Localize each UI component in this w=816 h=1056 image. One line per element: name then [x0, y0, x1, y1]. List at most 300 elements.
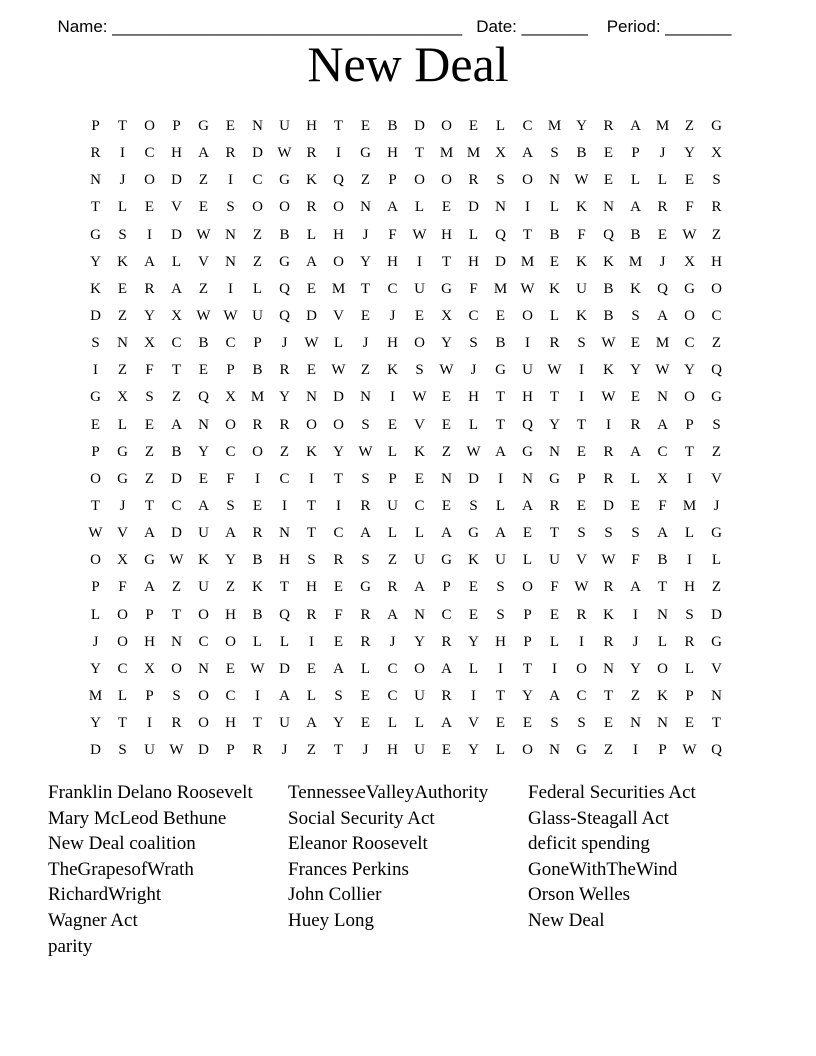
grid-letter: Q [279, 606, 290, 623]
grid-letter: Y [630, 362, 641, 379]
grid-letter: E [360, 308, 371, 325]
grid-letter: E [684, 172, 695, 189]
grid-letter: W [196, 308, 211, 325]
grid-letter: Z [117, 308, 128, 325]
grid-letter: U [198, 525, 209, 542]
grid-letter: Q [603, 226, 614, 243]
grid-letter: O [414, 335, 425, 352]
grid-letter: N [252, 118, 263, 135]
grid-letter: M [547, 118, 562, 135]
grid-letter: K [468, 552, 479, 569]
grid-letter: Z [360, 362, 371, 379]
grid-letter: W [574, 172, 589, 189]
grid-letter: E [198, 470, 209, 487]
grid-letter: R [576, 606, 587, 623]
grid-letter: P [388, 470, 397, 487]
grid-letter: S [118, 742, 127, 759]
grid-letter: I [282, 498, 287, 515]
grid-letter: S [469, 498, 478, 515]
grid-letter: T [90, 498, 101, 515]
grid-row [82, 276, 730, 303]
grid-letter: L [117, 199, 128, 216]
grid-letter: S [550, 145, 559, 162]
word-bank-item: Federal Securities Act [528, 782, 696, 803]
grid-row [82, 602, 730, 629]
grid-letter: Z [711, 443, 722, 460]
grid-letter: I [309, 470, 314, 487]
grid-row [82, 520, 730, 547]
grid-letter: D [171, 172, 182, 189]
grid-letter: C [441, 606, 452, 623]
grid-letter: C [387, 660, 398, 677]
grid-letter: J [119, 172, 126, 189]
grid-letter: W [250, 660, 265, 677]
grid-letter: M [466, 145, 481, 162]
grid-letter: E [306, 660, 317, 677]
grid-letter: Y [333, 443, 344, 460]
grid-letter: Z [711, 579, 722, 596]
grid-letter: R [684, 633, 695, 650]
grid-letter: I [336, 145, 341, 162]
grid-letter: S [334, 688, 343, 705]
grid-letter: S [361, 416, 370, 433]
grid-letter: L [495, 498, 506, 515]
grid-letter: S [172, 688, 181, 705]
word-bank-item: John Collier [288, 884, 382, 906]
grid-letter: Z [198, 172, 209, 189]
grid-letter: F [550, 579, 559, 596]
grid-letter: G [549, 470, 560, 487]
grid-letter: Y [360, 253, 371, 270]
word-bank-item: GoneWithTheWind [528, 858, 678, 880]
grid-letter: F [685, 199, 694, 216]
grid-letter: K [603, 253, 614, 270]
grid-letter: K [252, 579, 263, 596]
grid-letter: Z [711, 335, 722, 352]
grid-letter: G [711, 118, 722, 135]
grid-letter: F [118, 579, 127, 596]
grid-letter: O [90, 470, 101, 487]
grid-letter: U [549, 552, 560, 569]
grid-letter: S [631, 525, 640, 542]
grid-letter: T [252, 715, 263, 732]
word-bank-item: Wagner Act [48, 909, 138, 931]
grid-letter: R [630, 416, 641, 433]
grid-letter: H [333, 226, 344, 243]
grid-row [82, 439, 730, 466]
grid-letter: X [117, 389, 128, 406]
grid-letter: L [549, 308, 560, 325]
grid-letter: E [441, 498, 452, 515]
grid-letter: I [606, 416, 611, 433]
grid-letter: G [279, 172, 290, 189]
grid-letter: B [576, 145, 587, 162]
grid-letter: S [145, 389, 154, 406]
grid-letter: K [603, 606, 614, 623]
word-bank-item: Frances Perkins [288, 858, 409, 880]
grid-letter: C [252, 172, 263, 189]
grid-letter: P [523, 633, 532, 650]
grid-letter: E [468, 606, 479, 623]
grid-letter: G [279, 253, 290, 270]
grid-letter: E [549, 606, 560, 623]
grid-letter: P [253, 335, 262, 352]
grid-letter: F [469, 280, 478, 297]
grid-letter: S [118, 226, 127, 243]
grid-letter: C [279, 470, 290, 487]
grid-letter: G [495, 362, 506, 379]
grid-letter: Y [198, 443, 209, 460]
grid-letter: Y [684, 145, 695, 162]
grid-letter: L [630, 470, 641, 487]
grid-letter: Y [90, 715, 101, 732]
grid-letter: B [657, 552, 668, 569]
grid-letter: A [387, 606, 398, 623]
grid-row [82, 140, 730, 167]
grid-letter: S [577, 335, 586, 352]
grid-letter: N [360, 199, 371, 216]
grid-letter: O [144, 118, 155, 135]
grid-letter: A [387, 199, 398, 216]
grid-letter: M [682, 498, 697, 515]
grid-letter: S [307, 552, 316, 569]
grid-letter: L [279, 633, 290, 650]
grid-letter: I [390, 389, 395, 406]
grid-letter: V [468, 715, 479, 732]
grid-letter: Y [630, 660, 641, 677]
grid-letter: B [279, 226, 290, 243]
grid-letter: Q [333, 172, 344, 189]
grid-letter: H [306, 118, 317, 135]
grid-letter: T [495, 416, 506, 433]
grid-letter: R [360, 633, 371, 650]
grid-letter: K [576, 308, 587, 325]
grid-letter: R [306, 199, 317, 216]
grid-letter: M [655, 118, 670, 135]
grid-letter: U [495, 552, 506, 569]
grid-letter: Z [225, 579, 236, 596]
grid-letter: T [549, 525, 560, 542]
grid-letter: R [279, 362, 290, 379]
grid-letter: T [117, 715, 128, 732]
grid-row [82, 683, 730, 710]
grid-letter: R [657, 199, 668, 216]
grid-letter: A [144, 253, 155, 270]
grid-letter: L [387, 525, 398, 542]
word-bank-item: Glass-Steagall Act [528, 807, 669, 829]
grid-letter: C [144, 145, 155, 162]
grid-letter: G [576, 742, 587, 759]
grid-letter: D [414, 118, 425, 135]
grid-letter: Y [90, 253, 101, 270]
grid-letter: P [388, 172, 397, 189]
grid-letter: Z [198, 280, 209, 297]
grid-letter: W [601, 389, 616, 406]
grid-letter: Z [603, 742, 614, 759]
grid-letter: B [387, 118, 398, 135]
grid-letter: Y [414, 633, 425, 650]
grid-letter: Z [711, 226, 722, 243]
grid-letter: T [279, 579, 290, 596]
grid-letter: K [306, 443, 317, 460]
grid-letter: T [495, 688, 506, 705]
word-bank [48, 780, 788, 959]
grid-letter: G [441, 280, 452, 297]
grid-letter: I [228, 280, 233, 297]
grid-letter: N [603, 660, 614, 677]
grid-row [82, 384, 730, 411]
grid-letter: W [358, 443, 373, 460]
grid-letter: E [630, 498, 641, 515]
grid-letter: L [711, 552, 722, 569]
grid-letter: T [306, 525, 317, 542]
grid-letter: N [657, 715, 668, 732]
grid-letter: G [711, 389, 722, 406]
grid-letter: W [169, 552, 184, 569]
grid-letter: E [387, 416, 398, 433]
grid-letter: A [441, 715, 452, 732]
grid-letter: D [711, 606, 722, 623]
grid-letter: G [441, 552, 452, 569]
grid-row [82, 547, 730, 574]
grid-letter: X [225, 389, 236, 406]
grid-letter: N [117, 335, 128, 352]
grid-letter: A [333, 660, 344, 677]
grid-letter: B [252, 606, 263, 623]
grid-letter: M [493, 280, 508, 297]
grid-letter: Y [684, 362, 695, 379]
grid-letter: S [712, 172, 721, 189]
grid-letter: H [387, 742, 398, 759]
grid-letter: I [498, 660, 503, 677]
grid-letter: A [630, 443, 641, 460]
grid-letter: E [198, 199, 209, 216]
grid-letter: I [579, 633, 584, 650]
grid-letter: T [171, 362, 182, 379]
grid-letter: H [468, 253, 479, 270]
grid-letter: S [91, 335, 100, 352]
grid-letter: T [522, 660, 533, 677]
grid-letter: Y [522, 688, 533, 705]
grid-letter: P [172, 118, 181, 135]
grid-letter: H [711, 253, 722, 270]
grid-letter: U [414, 688, 425, 705]
grid-letter: M [331, 280, 346, 297]
grid-row [82, 113, 730, 140]
grid-letter: E [441, 416, 452, 433]
grid-letter: L [333, 335, 344, 352]
grid-letter: W [466, 443, 481, 460]
grid-letter: F [145, 362, 154, 379]
grid-letter: E [495, 715, 506, 732]
grid-letter: N [495, 199, 506, 216]
grid-letter: J [119, 498, 126, 515]
grid-letter: O [522, 172, 533, 189]
grid-letter: E [414, 470, 425, 487]
grid-row [82, 737, 730, 764]
grid-letter: L [684, 660, 695, 677]
grid-letter: D [252, 145, 263, 162]
grid-letter: Y [441, 335, 452, 352]
grid-letter: E [360, 715, 371, 732]
grid-letter: R [333, 552, 344, 569]
grid-letter: L [90, 606, 101, 623]
grid-letter: V [117, 525, 128, 542]
grid-letter: Z [117, 362, 128, 379]
grid-letter: W [520, 280, 535, 297]
grid-letter: P [226, 362, 235, 379]
grid-letter: B [252, 362, 263, 379]
grid-letter: P [685, 416, 694, 433]
word-search-grid [82, 113, 730, 764]
grid-letter: T [360, 280, 371, 297]
grid-row [82, 466, 730, 493]
grid-letter: M [628, 253, 643, 270]
grid-letter: J [713, 498, 720, 515]
grid-letter: T [684, 443, 695, 460]
grid-letter: P [631, 145, 640, 162]
grid-letter: C [387, 688, 398, 705]
grid-letter: A [657, 525, 668, 542]
grid-letter: K [306, 172, 317, 189]
grid-letter: X [144, 660, 155, 677]
grid-letter: Y [333, 715, 344, 732]
grid-letter: N [225, 253, 236, 270]
grid-letter: N [549, 172, 560, 189]
grid-letter: D [90, 308, 101, 325]
grid-letter: Y [225, 552, 236, 569]
grid-letter: X [441, 308, 452, 325]
grid-letter: E [576, 443, 587, 460]
grid-letter: S [415, 362, 424, 379]
grid-letter: C [576, 688, 587, 705]
grid-letter: C [198, 633, 209, 650]
grid-letter: L [468, 226, 479, 243]
grid-letter: O [198, 715, 209, 732]
word-bank-column [48, 780, 288, 959]
grid-letter: C [333, 525, 344, 542]
grid-row [82, 574, 730, 601]
grid-letter: S [577, 525, 586, 542]
grid-letter: A [495, 443, 506, 460]
grid-letter: N [630, 715, 641, 732]
grid-letter: C [684, 335, 695, 352]
grid-letter: J [389, 308, 396, 325]
grid-letter: G [684, 280, 695, 297]
grid-letter: J [362, 226, 369, 243]
grid-letter: E [522, 715, 533, 732]
grid-letter: I [228, 172, 233, 189]
grid-letter: E [306, 362, 317, 379]
grid-letter: B [603, 308, 614, 325]
grid-letter: C [468, 308, 479, 325]
grid-letter: R [171, 715, 182, 732]
grid-letter: D [495, 253, 506, 270]
grid-letter: L [414, 525, 425, 542]
grid-letter: O [711, 280, 722, 297]
grid-letter: K [414, 443, 425, 460]
grid-letter: L [468, 416, 479, 433]
grid-letter: Z [441, 443, 452, 460]
grid-letter: C [522, 118, 533, 135]
grid-letter: P [91, 579, 100, 596]
grid-letter: D [603, 498, 614, 515]
grid-letter: O [306, 416, 317, 433]
grid-letter: E [90, 416, 101, 433]
grid-row [82, 194, 730, 221]
grid-letter: S [496, 606, 505, 623]
grid-letter: L [387, 443, 398, 460]
grid-letter: R [711, 199, 722, 216]
grid-letter: I [471, 688, 476, 705]
grid-letter: W [331, 362, 346, 379]
grid-letter: E [684, 715, 695, 732]
grid-letter: O [144, 172, 155, 189]
grid-letter: N [441, 470, 452, 487]
grid-letter: R [360, 498, 371, 515]
grid-letter: A [549, 688, 560, 705]
grid-letter: I [525, 335, 530, 352]
word-bank-item: TheGrapesofWrath [48, 858, 194, 880]
grid-letter: P [91, 443, 100, 460]
grid-letter: R [387, 579, 398, 596]
grid-letter: J [659, 253, 666, 270]
grid-letter: U [522, 362, 533, 379]
word-bank-item: New Deal [528, 909, 605, 931]
grid-letter: S [496, 172, 505, 189]
grid-letter: E [630, 335, 641, 352]
grid-letter: A [630, 579, 641, 596]
grid-letter: L [495, 118, 506, 135]
grid-letter: G [117, 470, 128, 487]
grid-letter: R [603, 443, 614, 460]
grid-letter: J [632, 633, 639, 650]
header-line [48, 0, 731, 36]
grid-letter: J [659, 145, 666, 162]
grid-letter: L [549, 633, 560, 650]
grid-letter: D [171, 525, 182, 542]
grid-letter: L [468, 660, 479, 677]
grid-letter: L [117, 688, 128, 705]
grid-letter: A [198, 145, 209, 162]
grid-letter: P [523, 606, 532, 623]
grid-letter: O [333, 416, 344, 433]
period-field: Period: _______ [606, 17, 732, 36]
grid-letter: O [333, 253, 344, 270]
grid-letter: A [630, 118, 641, 135]
word-bank-item: Eleanor Roosevelt [288, 833, 428, 855]
grid-letter: V [711, 660, 722, 677]
grid-letter: R [603, 118, 614, 135]
grid-letter: Y [549, 416, 560, 433]
grid-letter: U [414, 552, 425, 569]
grid-letter: P [685, 688, 694, 705]
grid-letter: O [171, 660, 182, 677]
grid-letter: K [603, 362, 614, 379]
grid-letter: T [495, 389, 506, 406]
grid-letter: L [495, 742, 506, 759]
grid-letter: H [522, 389, 533, 406]
grid-letter: I [687, 552, 692, 569]
grid-letter: T [603, 688, 614, 705]
grid-letter: Z [144, 443, 155, 460]
word-bank-item: New Deal coalition [48, 833, 196, 855]
grid-letter: E [657, 226, 668, 243]
grid-letter: R [90, 145, 101, 162]
grid-letter: S [550, 715, 559, 732]
grid-letter: R [603, 470, 614, 487]
grid-letter: T [441, 253, 452, 270]
